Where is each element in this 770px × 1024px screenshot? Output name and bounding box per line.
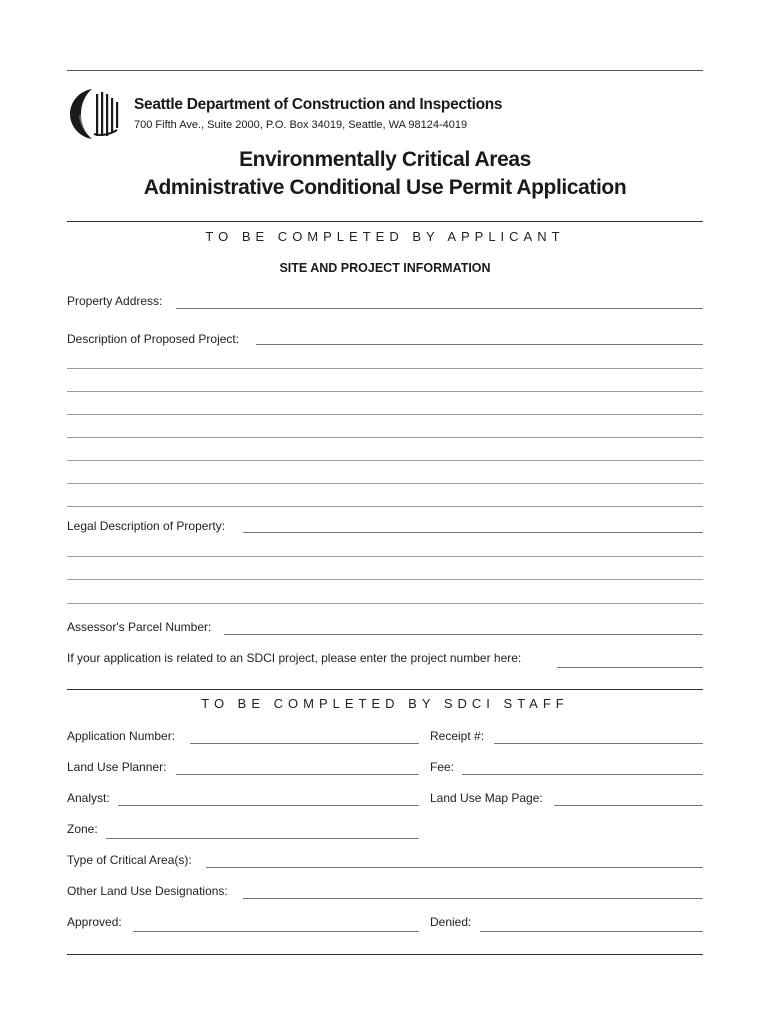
legal-description-line[interactable] [67,556,703,557]
org-name: Seattle Department of Construction and Inspections [134,96,503,113]
project-description-line[interactable] [67,368,703,369]
fee-field[interactable] [462,774,703,775]
receipt-label: Receipt #: [430,729,485,743]
org-address: 700 Fifth Ave., Suite 2000, P.O. Box 34019, Seattle, WA 98124-4019 [134,119,468,131]
critical-areas-label: Type of Critical Area(s): [67,853,192,867]
staff-section-rule [67,689,703,690]
land-use-planner-label: Land Use Planner: [67,760,167,774]
approved-field[interactable] [133,931,419,932]
legal-description-field[interactable] [243,532,703,533]
other-designations-label: Other Land Use Designations: [67,884,228,898]
applicant-section-rule [67,221,703,222]
legal-description-label: Legal Description of Property: [67,519,226,533]
zone-label: Zone: [67,822,98,836]
analyst-label: Analyst: [67,791,110,805]
application-number-field[interactable] [190,743,419,744]
property-address-field[interactable] [176,308,703,309]
applicant-banner: TO BE COMPLETED BY APPLICANT [205,229,565,244]
site-project-section-title: SITE AND PROJECT INFORMATION [279,261,491,275]
other-designations-field[interactable] [243,898,703,899]
form-title-line2: Administrative Conditional Use Permit Application [143,176,627,199]
sdci-project-field[interactable] [557,667,703,668]
project-description-field[interactable] [256,344,703,345]
project-description-line[interactable] [67,483,703,484]
denied-field[interactable] [480,931,703,932]
land-use-planner-field[interactable] [176,774,419,775]
bottom-rule [67,954,703,955]
top-rule [67,70,703,71]
project-description-line[interactable] [67,460,703,461]
property-address-label: Property Address: [67,294,163,308]
project-description-line[interactable] [67,506,703,507]
approved-label: Approved: [67,915,122,929]
parcel-number-label: Assessor's Parcel Number: [67,620,212,634]
analyst-field[interactable] [118,805,419,806]
application-number-label: Application Number: [67,729,176,743]
parcel-number-field[interactable] [224,634,703,635]
sdci-project-label: If your application is related to an SDCI project, please enter the project number here: [67,651,522,665]
form-title-line1: Environmentally Critical Areas [239,148,531,171]
map-page-label: Land Use Map Page: [430,791,543,805]
seattle-seal-logo-icon [67,86,125,142]
project-description-line[interactable] [67,391,703,392]
map-page-field[interactable] [554,805,703,806]
zone-field[interactable] [106,838,419,839]
critical-areas-field[interactable] [206,867,703,868]
staff-banner: TO BE COMPLETED BY SDCI STAFF [201,696,569,711]
project-description-line[interactable] [67,414,703,415]
receipt-field[interactable] [494,743,703,744]
project-description-label: Description of Proposed Project: [67,332,240,346]
fee-label: Fee: [430,760,455,774]
denied-label: Denied: [430,915,472,929]
project-description-line[interactable] [67,437,703,438]
legal-description-line[interactable] [67,603,703,604]
legal-description-line[interactable] [67,579,703,580]
